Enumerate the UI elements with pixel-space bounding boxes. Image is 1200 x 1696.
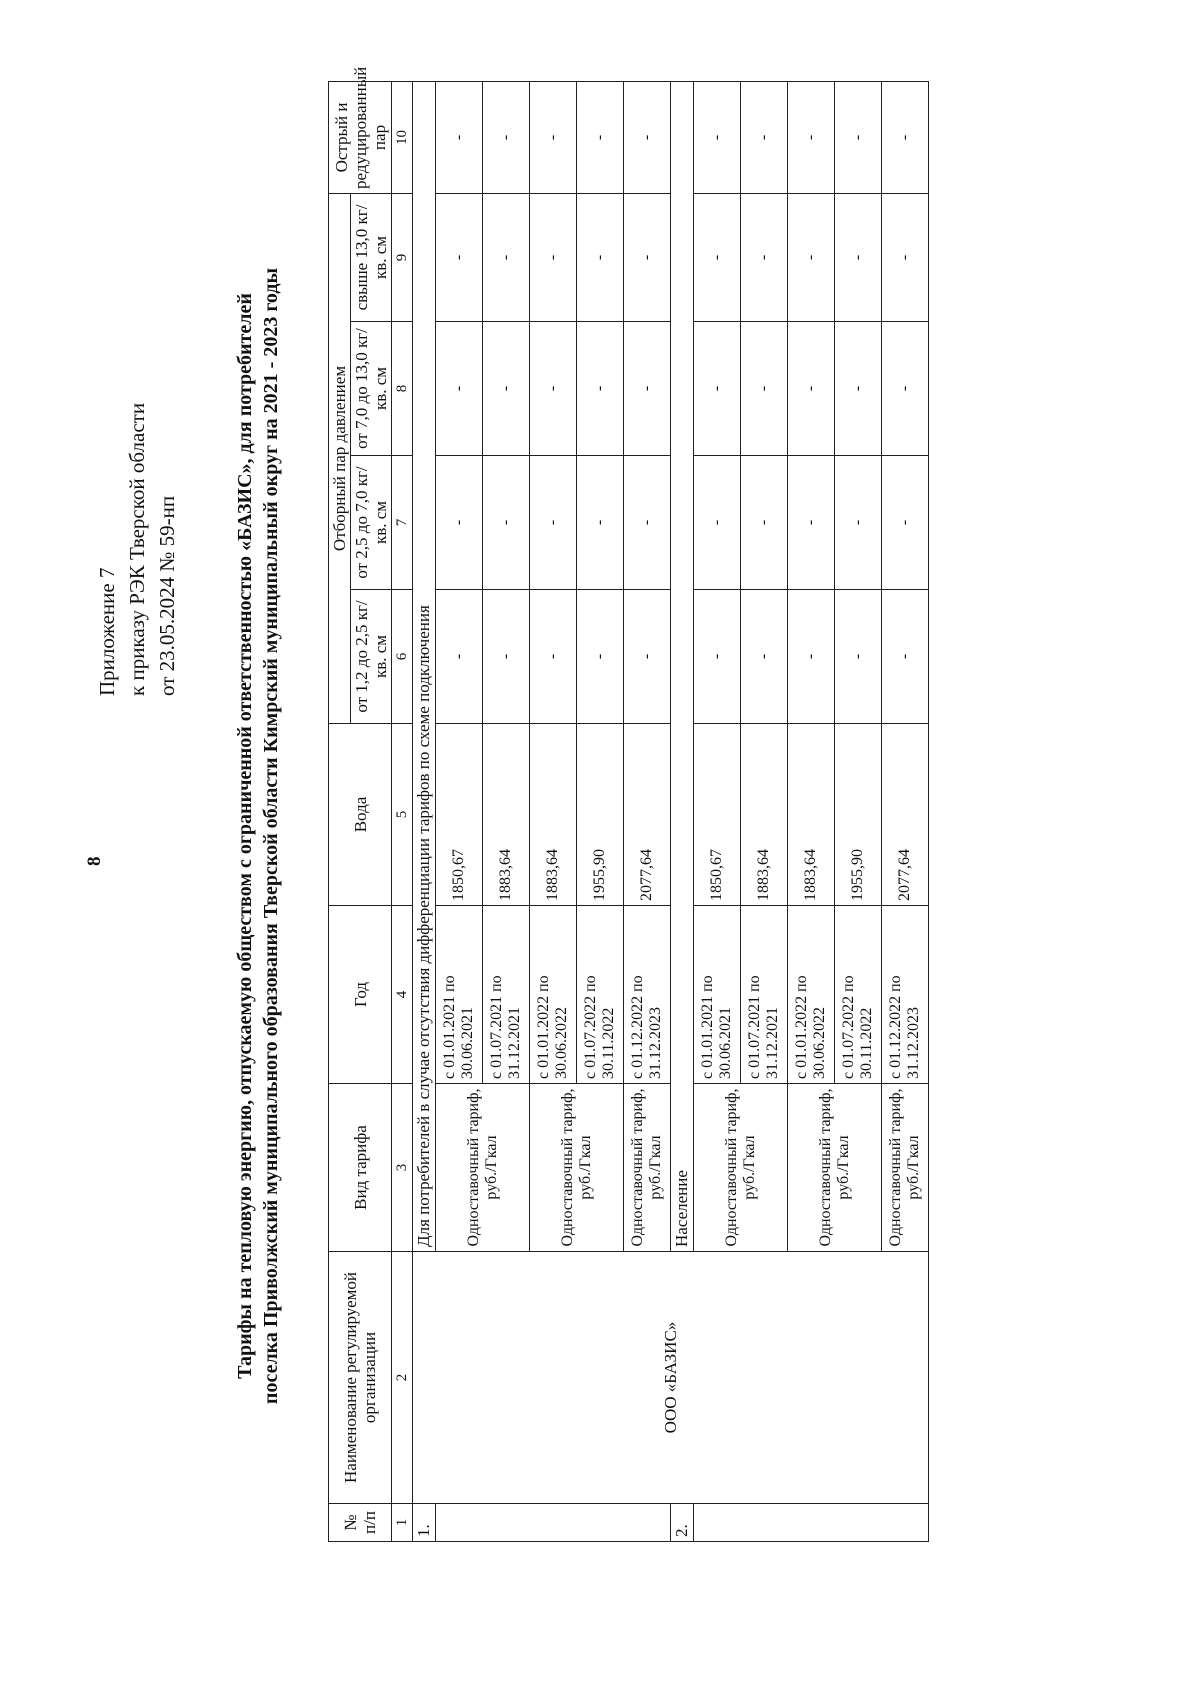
value-cell: - (483, 81, 530, 193)
header-org: Наименование регулируемой организации (329, 1252, 392, 1504)
value-cell: - (741, 322, 788, 456)
section-num: 2. (671, 1504, 694, 1542)
header-p4: свыше 13,0 кг/кв. см (351, 193, 392, 321)
header-water: Вода (329, 724, 392, 906)
value-cell: - (624, 193, 671, 321)
value-cell: - (530, 322, 577, 456)
header-p1: от 1,2 до 2,5 кг/кв. см (351, 590, 392, 724)
value-cell: - (624, 322, 671, 456)
value-cell: - (530, 193, 577, 321)
column-index-row (392, 81, 413, 1541)
water-value: 1850,67 (694, 724, 741, 906)
value-cell: - (882, 81, 929, 193)
value-cell: - (694, 456, 741, 590)
period-cell: с 01.12.2022 по 31.12.2023 (624, 906, 671, 1084)
value-cell: - (882, 456, 929, 590)
value-cell: - (835, 81, 882, 193)
value-cell: - (483, 590, 530, 724)
appendix-line-3: от 23.05.2024 № 59-нп (155, 495, 179, 696)
section-title: Для потребителей в случае отсутствия дифференциации тарифов по схеме подключения (413, 81, 436, 1251)
tariff-kind: Одноставочный тариф, руб./Гкал (530, 1084, 624, 1252)
value-cell: - (483, 322, 530, 456)
value-cell: - (483, 456, 530, 590)
appendix-line-2: к приказу РЭК Тверской области (125, 402, 149, 696)
value-cell: - (530, 590, 577, 724)
period-cell: с 01.01.2021 по 30.06.2021 (436, 906, 483, 1084)
value-cell: - (788, 322, 835, 456)
value-cell: - (835, 322, 882, 456)
value-cell: - (741, 590, 788, 724)
value-cell: - (530, 456, 577, 590)
tariff-table (328, 66, 929, 1542)
col-index: 4 (392, 906, 413, 1084)
col-index: 1 (392, 1504, 413, 1542)
col-index: 10 (392, 81, 413, 193)
col-index: 5 (392, 724, 413, 906)
water-value: 2077,64 (624, 724, 671, 906)
section-row (413, 81, 436, 1541)
appendix-block (92, 403, 182, 696)
period-cell: с 01.07.2021 по 31.12.2021 (741, 906, 788, 1084)
period-cell: с 01.07.2022 по 30.11.2022 (835, 906, 882, 1084)
page-number: 8 (84, 856, 105, 866)
value-cell: - (741, 456, 788, 590)
value-cell: - (483, 193, 530, 321)
value-cell: - (694, 322, 741, 456)
tariff-kind: Одноставочный тариф, руб./Гкал (694, 1084, 788, 1252)
section-num: 1. (413, 1504, 436, 1542)
header-steam-group: Отборный пар давлением (329, 193, 351, 723)
value-cell: - (835, 456, 882, 590)
value-cell: - (577, 193, 624, 321)
document-title (232, 206, 284, 1466)
col-index: 8 (392, 322, 413, 456)
value-cell: - (436, 322, 483, 456)
header-sharp: Острый и редуцированный пар (329, 81, 392, 193)
value-cell: - (436, 193, 483, 321)
col-index: 2 (392, 1252, 413, 1504)
period-cell: с 01.12.2022 по 31.12.2023 (882, 906, 929, 1084)
title-line-1: Тарифы на тепловую энергию, отпускаемую обществом с ограниченной ответственностью «БАЗИС», для потребителей (234, 293, 256, 1379)
col-index: 7 (392, 456, 413, 590)
value-cell: - (882, 590, 929, 724)
header-num: № п/п (329, 1504, 392, 1542)
value-cell: - (835, 193, 882, 321)
water-value: 1883,64 (788, 724, 835, 906)
period-cell: с 01.07.2021 по 31.12.2021 (483, 906, 530, 1084)
tariff-kind: Одноставочный тариф, руб./Гкал (882, 1084, 929, 1252)
period-cell: с 01.01.2021 по 30.06.2021 (694, 906, 741, 1084)
value-cell: - (694, 590, 741, 724)
header-kind: Вид тарифа (329, 1084, 392, 1252)
value-cell: - (741, 193, 788, 321)
appendix-line-1: Приложение 7 (95, 567, 119, 696)
value-cell: - (741, 81, 788, 193)
water-value: 1955,90 (577, 724, 624, 906)
col-index: 6 (392, 590, 413, 724)
num-cell (694, 1504, 929, 1542)
value-cell: - (436, 81, 483, 193)
value-cell: - (577, 322, 624, 456)
period-cell: с 01.07.2022 по 30.11.2022 (577, 906, 624, 1084)
header-year: Год (329, 906, 392, 1084)
tariff-kind: Одноставочный тариф, руб./Гкал (436, 1084, 530, 1252)
value-cell: - (694, 81, 741, 193)
water-value: 2077,64 (882, 724, 929, 906)
value-cell: - (788, 456, 835, 590)
value-cell: - (835, 590, 882, 724)
value-cell: - (436, 590, 483, 724)
tariff-kind: Одноставочный тариф, руб./Гкал (624, 1084, 671, 1252)
value-cell: - (624, 590, 671, 724)
period-cell: с 01.01.2022 по 30.06.2022 (788, 906, 835, 1084)
water-value: 1883,64 (741, 724, 788, 906)
section-title: Население (671, 81, 694, 1251)
value-cell: - (624, 81, 671, 193)
period-cell: с 01.01.2022 по 30.06.2022 (530, 906, 577, 1084)
value-cell: - (882, 322, 929, 456)
water-value: 1850,67 (436, 724, 483, 906)
value-cell: - (530, 81, 577, 193)
header-p2: от 2,5 до 7,0 кг/кв. см (351, 456, 392, 590)
organization-name: ООО «БАЗИС» (413, 1252, 929, 1504)
value-cell: - (577, 81, 624, 193)
value-cell: - (624, 456, 671, 590)
water-value: 1883,64 (483, 724, 530, 906)
table-header-row (329, 81, 351, 1541)
header-p3: от 7,0 до 13,0 кг/кв. см (351, 322, 392, 456)
title-line-2: поселка Приволжский муниципального образования Тверской области Кимрский муниципальный округ на 2021 - 2023 годы (260, 267, 282, 1405)
value-cell: - (788, 81, 835, 193)
tariff-kind: Одноставочный тариф, руб./Гкал (788, 1084, 882, 1252)
value-cell: - (694, 193, 741, 321)
value-cell: - (788, 590, 835, 724)
value-cell: - (882, 193, 929, 321)
water-value: 1955,90 (835, 724, 882, 906)
num-cell (436, 1504, 671, 1542)
col-index: 9 (392, 193, 413, 321)
water-value: 1883,64 (530, 724, 577, 906)
value-cell: - (436, 456, 483, 590)
value-cell: - (788, 193, 835, 321)
value-cell: - (577, 456, 624, 590)
col-index: 3 (392, 1084, 413, 1252)
value-cell: - (577, 590, 624, 724)
